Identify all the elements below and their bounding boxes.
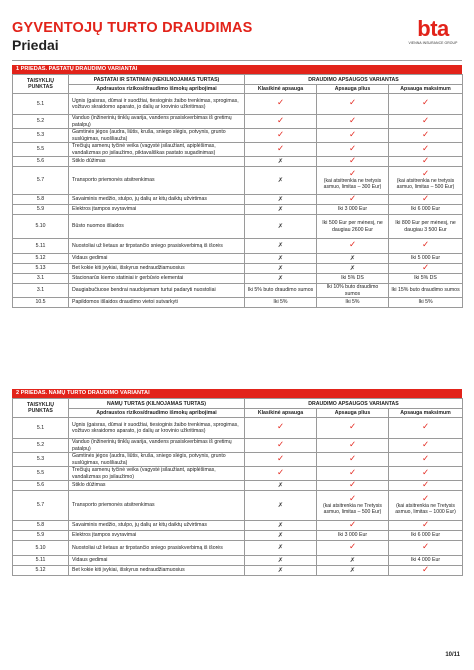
limit-text: Iki 3 000 Eur: [337, 532, 368, 539]
table-row: [13, 205, 463, 215]
check-icon: ✓: [276, 453, 285, 464]
cross-icon: ✗: [277, 194, 284, 203]
table-row: [13, 439, 463, 453]
check-icon: ✓: [421, 467, 430, 478]
variant-max-cell: [389, 467, 463, 481]
limit-text: Iki 5%: [273, 299, 288, 306]
variant-max-cell: [389, 167, 463, 195]
variant-max-cell: [389, 566, 463, 576]
header-divider: [12, 60, 462, 61]
variant-plus-cell: [317, 531, 389, 541]
variant-plus-cell: [317, 264, 389, 274]
risk-description: Ugnis (gaisras, dūmai ir suodžiai, tiesioginis žaibo trenkimas, sprogimas, vožtuvo skraidomo aparato, jo dalių ar krovinio užkritimas): [69, 418, 245, 439]
cross-icon: ✗: [277, 480, 284, 489]
check-icon: ✓: [421, 143, 430, 154]
risk-description: Būsto nuomos išlaidos: [69, 215, 245, 239]
rules-point: 5.8: [13, 195, 69, 205]
limit-note: (kai atsitrenkia ne Tretysis asmuo, limitas – 1000 Eur): [395, 503, 456, 516]
check-icon: ✓: [348, 143, 357, 154]
cross-icon: ✗: [277, 273, 284, 282]
variant-classic-cell: [245, 239, 317, 254]
variant-classic-cell: [245, 453, 317, 467]
variant-max-cell: [389, 521, 463, 531]
variant-max-cell: [389, 418, 463, 439]
variant-classic-cell: [245, 439, 317, 453]
section-home-contents: [12, 389, 462, 576]
rules-point: 5.7: [13, 491, 69, 521]
variant-plus-cell: [317, 439, 389, 453]
cross-icon: ✗: [277, 520, 284, 529]
check-icon: ✓: [348, 115, 357, 126]
table-row: [13, 481, 463, 491]
col-variant-classic: Klasikinė apsauga: [245, 85, 317, 94]
risk-description: Elektros įtampos svyravimai: [69, 205, 245, 215]
check-icon: ✓: [348, 98, 357, 109]
check-icon: ✓: [276, 98, 285, 109]
rules-point: 5.8: [13, 521, 69, 531]
check-icon: ✓: [348, 129, 357, 140]
risk-description: Stiklo dūžimas: [69, 481, 245, 491]
check-icon: ✓: [276, 115, 285, 126]
table-row: [13, 115, 463, 129]
limit-text: Iki 15% buto draudimo sumos: [391, 287, 460, 294]
variant-plus-cell: [317, 94, 389, 115]
variant-plus-cell: [317, 143, 389, 157]
table-row: [13, 239, 463, 254]
risk-description: Transporto priemonės atsitrenkimas: [69, 491, 245, 521]
check-icon: ✓: [276, 143, 285, 154]
cross-icon: ✗: [277, 253, 284, 262]
variant-plus-cell: [317, 167, 389, 195]
rules-point: 5.7: [13, 167, 69, 195]
document-header: [12, 20, 253, 54]
risk-description: Elektros įtampos svyravimai: [69, 531, 245, 541]
table-row: [13, 566, 463, 576]
coverage-table: [12, 398, 463, 576]
check-icon: ✓: [421, 262, 430, 273]
limit-text: Iki 5%: [418, 299, 433, 306]
limit-text: Iki 3 000 Eur: [337, 206, 368, 213]
variant-max-cell: [389, 205, 463, 215]
cross-icon: ✗: [277, 263, 284, 272]
rules-point: 5.13: [13, 264, 69, 274]
variant-plus-cell: [317, 254, 389, 264]
limit-text: Iki 4 000 Eur: [410, 557, 441, 564]
cross-icon: ✗: [277, 543, 284, 552]
risk-description: Vanduo (inžinerinių tinklų avarija, vandens prasiskverbimas iš gretimų patalpų): [69, 115, 245, 129]
variant-plus-cell: [317, 274, 389, 284]
variant-classic-cell: [245, 195, 317, 205]
rules-point: 3.1: [13, 284, 69, 298]
cross-icon: ✗: [277, 204, 284, 213]
rules-point: 5.6: [13, 157, 69, 167]
col-variants: DRAUDIMO APSAUGOS VARIANTAS: [245, 399, 463, 409]
variant-classic-cell: [245, 418, 317, 439]
check-icon: ✓: [276, 422, 285, 433]
cross-icon: ✗: [277, 500, 284, 509]
check-icon: ✓: [421, 519, 430, 530]
check-icon: ✓: [421, 193, 430, 204]
risk-description: Gamtinės jėgos (audra, liūtis, kruša, sniego slėgis, potvynis, grunto suslūgimas, nuošliauža): [69, 129, 245, 143]
section-bar: 2 PRIEDAS. NAMŲ TURTO DRAUDIMO VARIANTAI: [12, 389, 462, 398]
col-property: PASTATAI IR STATINIAI (NEKILNOJAMAS TURTAS): [69, 75, 245, 85]
cross-icon: ✗: [277, 221, 284, 230]
check-icon: ✓: [348, 422, 357, 433]
variant-classic-cell: [245, 298, 317, 308]
variant-classic-cell: [245, 94, 317, 115]
risk-description: Gamtinės jėgos (audra, liūtis, kruša, sniego slėgis, potvynis, grunto suslūgimas, nuošliauža): [69, 453, 245, 467]
col-variant-classic: Klasikinė apsauga: [245, 409, 317, 418]
check-icon: ✓: [421, 439, 430, 450]
check-icon: ✓: [276, 439, 285, 450]
rules-point: 5.12: [13, 566, 69, 576]
risk-description: Vanduo (inžinerinių tinklų avarija, vandens prasiskverbimas iš gretimų patalpų): [69, 439, 245, 453]
check-icon: ✓: [348, 453, 357, 464]
cross-icon: ✗: [277, 175, 284, 184]
table-row: [13, 215, 463, 239]
risk-description: Nuostoliai už lietaus ar tirpstančio sniego prasiskverbimą iš išorės: [69, 541, 245, 556]
coverage-table: [12, 74, 463, 308]
limit-text: Iki 5% DS: [341, 275, 364, 282]
check-icon: ✓: [421, 240, 430, 251]
variant-classic-cell: [245, 167, 317, 195]
variant-max-cell: [389, 215, 463, 239]
variant-plus-cell: [317, 481, 389, 491]
variant-max-cell: [389, 284, 463, 298]
table-row: [13, 254, 463, 264]
variant-plus-cell: [317, 418, 389, 439]
section-buildings: [12, 65, 462, 308]
check-icon: ✓: [421, 98, 430, 109]
risk-description: Stiklo dūžimas: [69, 157, 245, 167]
limit-text: Iki 5% buto draudimo sumos: [247, 287, 314, 294]
table-row: [13, 418, 463, 439]
limit-text: Iki 5% DS: [414, 275, 437, 282]
variant-classic-cell: [245, 481, 317, 491]
variant-max-cell: [389, 481, 463, 491]
limit-text: Iki 500 Eur per mėnesį, ne daugiau 2600 Eur: [322, 220, 383, 233]
check-icon: ✓: [421, 564, 430, 575]
check-icon: ✓: [421, 542, 430, 553]
variant-max-cell: [389, 143, 463, 157]
col-variant-plus: Apsauga plius: [317, 85, 389, 94]
variant-classic-cell: [245, 566, 317, 576]
check-icon: ✓: [348, 193, 357, 204]
variant-max-cell: [389, 264, 463, 274]
variant-plus-cell: [317, 129, 389, 143]
table-row: [13, 521, 463, 531]
rules-point: 5.9: [13, 531, 69, 541]
document-title: GYVENTOJŲ TURTO DRAUDIMAS: [12, 20, 253, 36]
variant-max-cell: [389, 531, 463, 541]
rules-point: 5.5: [13, 143, 69, 157]
limit-text: Iki 5%: [345, 299, 360, 306]
variant-max-cell: [389, 541, 463, 556]
variant-plus-cell: [317, 467, 389, 481]
check-icon: ✓: [421, 493, 430, 504]
variant-classic-cell: [245, 157, 317, 167]
risk-description: Nuostoliai už lietaus ar tirpstančio sniego prasiskverbimą iš išorės: [69, 239, 245, 254]
check-icon: ✓: [421, 453, 430, 464]
rules-point: 5.3: [13, 129, 69, 143]
variant-plus-cell: [317, 491, 389, 521]
limit-text: Iki 6 000 Eur: [410, 532, 441, 539]
variant-plus-cell: [317, 284, 389, 298]
variant-plus-cell: [317, 195, 389, 205]
variant-classic-cell: [245, 274, 317, 284]
logo-tagline: VIENNA INSURANCE GROUP: [408, 41, 458, 45]
col-variant-plus: Apsauga plius: [317, 409, 389, 418]
check-icon: ✓: [348, 542, 357, 553]
check-icon: ✓: [348, 155, 357, 166]
risk-description: Vidaus gedimai: [69, 254, 245, 264]
risk-description: Trečiųjų asmenų tyčinė veika (vagystė įsilaužiant, apiplėšimas, vandalizmas po įsilaužimo): [69, 467, 245, 481]
table-row: [13, 556, 463, 566]
cross-icon: ✗: [349, 565, 356, 574]
risk-description: Savaiminis medžio, stulpo, jų dalių ar kitų daiktų užvirtimas: [69, 521, 245, 531]
variant-classic-cell: [245, 556, 317, 566]
page-number: 10/11: [445, 652, 460, 658]
table-row: [13, 491, 463, 521]
limit-note: (kai atsitrenkia ne tretysis asmuo, limitas – 500 Eur): [396, 178, 455, 191]
check-icon: ✓: [421, 115, 430, 126]
rules-point: 5.5: [13, 467, 69, 481]
check-icon: ✓: [421, 129, 430, 140]
col-rules-point: TAISYKLIŲ PUNKTAS: [13, 399, 69, 418]
rules-point: 5.12: [13, 254, 69, 264]
section-bar: 1 PRIEDAS. PASTATŲ DRAUDIMO VARIANTAI: [12, 65, 462, 74]
table-row: [13, 274, 463, 284]
bta-logo: [404, 18, 462, 45]
variant-max-cell: [389, 129, 463, 143]
check-icon: ✓: [421, 168, 430, 179]
check-icon: ✓: [348, 479, 357, 490]
table-row: [13, 264, 463, 274]
variant-plus-cell: [317, 521, 389, 531]
rules-point: 5.1: [13, 94, 69, 115]
variant-classic-cell: [245, 143, 317, 157]
limit-text: Iki 800 Eur per mėnesį, ne daugiau 3 500 Eur: [395, 220, 456, 233]
risk-description: Savaiminis medžio, stulpo, jų dalių ar kitų daiktų užvirtimas: [69, 195, 245, 205]
variant-classic-cell: [245, 264, 317, 274]
table-row: [13, 129, 463, 143]
variant-classic-cell: [245, 531, 317, 541]
cross-icon: ✗: [277, 241, 284, 250]
risk-description: Daugiabučiuose bendrai naudojamam turtui padaryti nuostoliai: [69, 284, 245, 298]
variant-plus-cell: [317, 157, 389, 167]
check-icon: ✓: [421, 155, 430, 166]
check-icon: ✓: [348, 467, 357, 478]
limit-note: (kai atsitrenkia ne Tretysis asmuo, limitas – 500 Eur): [323, 503, 382, 516]
risk-description: Ugnis (gaisras, dūmai ir suodžiai, tiesioginis žaibo trenkimas, sprogimas, vožtuvo skraidomo aparato, jo dalių ar krovinio užkritimas): [69, 94, 245, 115]
risk-description: Vidaus gedimai: [69, 556, 245, 566]
check-icon: ✓: [276, 467, 285, 478]
variant-plus-cell: [317, 541, 389, 556]
variant-classic-cell: [245, 129, 317, 143]
variant-max-cell: [389, 195, 463, 205]
check-icon: ✓: [348, 240, 357, 251]
logo-wordmark: bta: [417, 16, 449, 41]
limit-text: Iki 10% buto draudimo sumos: [326, 284, 379, 297]
cross-icon: ✗: [277, 156, 284, 165]
table-row: [13, 298, 463, 308]
risk-description: Stacionarūs kiemo statiniai ir gerbūvio elementai: [69, 274, 245, 284]
variant-plus-cell: [317, 566, 389, 576]
variant-plus-cell: [317, 453, 389, 467]
col-rules-point: TAISYKLIŲ PUNKTAS: [13, 75, 69, 94]
risk-description: Papildomos išlaidos draudimo vietoi sutvarkyti: [69, 298, 245, 308]
variant-classic-cell: [245, 467, 317, 481]
variant-max-cell: [389, 94, 463, 115]
table-row: [13, 167, 463, 195]
variant-classic-cell: [245, 215, 317, 239]
col-risks: Apdraustos rizikos/draudimo išmokų apribojimai: [69, 85, 245, 94]
variant-max-cell: [389, 298, 463, 308]
limit-text: Iki 5 000 Eur: [410, 255, 441, 262]
variant-plus-cell: [317, 239, 389, 254]
col-variant-max: Apsauga maksimum: [389, 85, 463, 94]
variant-plus-cell: [317, 215, 389, 239]
table-row: [13, 531, 463, 541]
cross-icon: ✗: [277, 530, 284, 539]
check-icon: ✓: [348, 519, 357, 530]
check-icon: ✓: [276, 129, 285, 140]
risk-description: Trečiųjų asmenų tyčinė veika (vagystė įsilaužiant, apiplėšimas, vandalizmas po įsilaužimo, piktavališkas pastato sugadinimas): [69, 143, 245, 157]
rules-point: 5.3: [13, 453, 69, 467]
rules-point: 5.6: [13, 481, 69, 491]
variant-max-cell: [389, 239, 463, 254]
variant-plus-cell: [317, 298, 389, 308]
variant-classic-cell: [245, 541, 317, 556]
rules-point: 5.2: [13, 439, 69, 453]
variant-plus-cell: [317, 205, 389, 215]
variant-classic-cell: [245, 254, 317, 264]
variant-max-cell: [389, 491, 463, 521]
variant-max-cell: [389, 439, 463, 453]
rules-point: 3.1: [13, 274, 69, 284]
check-icon: ✓: [348, 439, 357, 450]
rules-point: 5.2: [13, 115, 69, 129]
rules-point: 5.11: [13, 556, 69, 566]
check-icon: ✓: [348, 493, 357, 504]
limit-text: Iki 6 000 Eur: [410, 206, 441, 213]
table-row: [13, 157, 463, 167]
limit-note: (kai atsitrenkia ne tretysis asmuo, limitas – 300 Eur): [323, 178, 382, 191]
variant-classic-cell: [245, 284, 317, 298]
rules-point: 10.5: [13, 298, 69, 308]
cross-icon: ✗: [349, 555, 356, 564]
variant-max-cell: [389, 157, 463, 167]
risk-description: Transporto priemonės atsitrenkimas: [69, 167, 245, 195]
variant-max-cell: [389, 453, 463, 467]
table-row: [13, 94, 463, 115]
variant-max-cell: [389, 115, 463, 129]
variant-classic-cell: [245, 491, 317, 521]
document-subtitle: Priedai: [12, 37, 59, 53]
check-icon: ✓: [421, 422, 430, 433]
rules-point: 5.10: [13, 541, 69, 556]
cross-icon: ✗: [349, 253, 356, 262]
rules-point: 5.1: [13, 418, 69, 439]
col-property: NAMŲ TURTAS (KILNOJAMAS TURTAS): [69, 399, 245, 409]
risk-description: Bet kokie kiti įvykiai, išskyrus nedraudžiamuosius: [69, 264, 245, 274]
variant-max-cell: [389, 274, 463, 284]
variant-classic-cell: [245, 521, 317, 531]
variant-classic-cell: [245, 115, 317, 129]
cross-icon: ✗: [277, 555, 284, 564]
check-icon: ✓: [348, 168, 357, 179]
table-row: [13, 284, 463, 298]
col-variants: DRAUDIMO APSAUGOS VARIANTAS: [245, 75, 463, 85]
col-variant-max: Apsauga maksimum: [389, 409, 463, 418]
variant-plus-cell: [317, 115, 389, 129]
table-row: [13, 541, 463, 556]
rules-point: 5.9: [13, 205, 69, 215]
table-row: [13, 453, 463, 467]
cross-icon: ✗: [277, 565, 284, 574]
variant-classic-cell: [245, 205, 317, 215]
rules-point: 5.11: [13, 239, 69, 254]
variant-plus-cell: [317, 556, 389, 566]
cross-icon: ✗: [349, 263, 356, 272]
risk-description: Bet kokie kiti įvykiai, išskyrus nedraudžiamuosius: [69, 566, 245, 576]
col-risks: Apdraustos rizikos/draudimo išmokų apribojimai: [69, 409, 245, 418]
check-icon: ✓: [421, 479, 430, 490]
table-row: [13, 467, 463, 481]
rules-point: 5.10: [13, 215, 69, 239]
table-row: [13, 195, 463, 205]
table-row: [13, 143, 463, 157]
